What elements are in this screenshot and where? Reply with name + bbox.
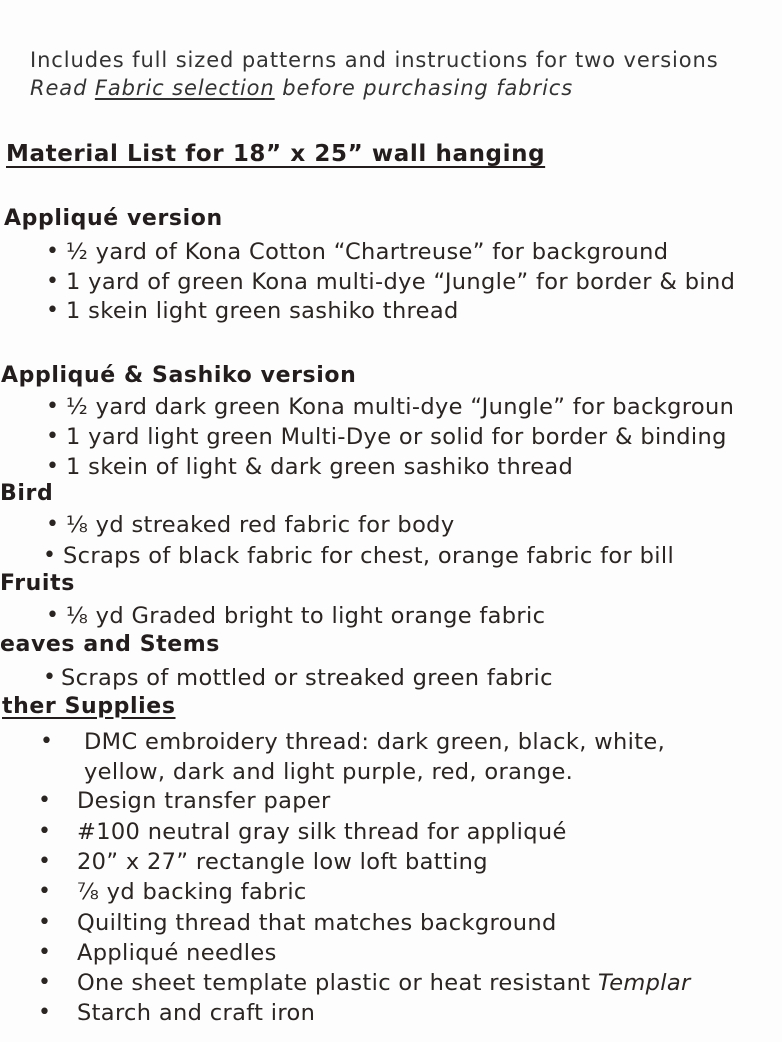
list-item: Scraps of mottled or streaked green fabric (61, 665, 553, 691)
list-item (77, 972, 691, 995)
section-heading-leaves: eaves and Stems (0, 632, 220, 657)
section-heading-other-supplies: ther Supplies (2, 694, 176, 719)
list-item: Design transfer paper (77, 788, 331, 814)
bullet-icon: • (38, 849, 51, 874)
section-heading-applique: Appliqué version (4, 206, 223, 231)
bullet-icon: • (38, 788, 51, 813)
list-item-continuation: yellow, dark and light purple, red, orange. (84, 759, 574, 785)
intro-line-1: Includes full sized patterns and instructions for two versions (30, 48, 719, 72)
fabric-selection-link[interactable]: Fabric selection (94, 76, 275, 100)
bullet-icon: • (46, 512, 59, 537)
bullet-icon: • (38, 970, 51, 995)
list-item: DMC embroidery thread: dark green, black, white, (84, 729, 666, 755)
bullet-icon: • (43, 665, 56, 690)
page-title: Material List for 18” x 25” wall hanging (6, 141, 546, 167)
list-item: ⅛ yd Graded bright to light orange fabric (66, 603, 546, 629)
list-item: ½ yard of Kona Cotton “Chartreuse” for background (66, 239, 669, 265)
list-item: 1 yard light green Multi-Dye or solid for border & binding (66, 424, 727, 450)
section-heading-bird: Bird (0, 481, 54, 506)
intro-line-2-prefix: Read (30, 76, 95, 100)
bullet-icon: • (43, 543, 56, 568)
intro-line-2 (30, 78, 573, 99)
list-item: 20” x 27” rectangle low loft batting (77, 849, 488, 875)
bullet-icon: • (38, 879, 51, 904)
bullet-icon: • (46, 424, 59, 449)
list-item: ½ yard dark green Kona multi-dye “Jungle” for backgroun (66, 394, 735, 420)
list-item: 1 yard of green Kona multi-dye “Jungle” for border & bind (66, 269, 736, 295)
list-item: Starch and craft iron (77, 1000, 316, 1026)
bullet-icon: • (46, 603, 59, 628)
bullet-icon: • (38, 1000, 51, 1025)
bullet-icon: • (46, 269, 59, 294)
list-item: 1 skein light green sashiko thread (66, 298, 459, 324)
list-item: ⅛ yd streaked red fabric for body (66, 512, 455, 538)
list-item: Appliqué needles (77, 940, 277, 966)
bullet-icon: • (40, 729, 53, 754)
list-item: #100 neutral gray silk thread for appliqué (77, 819, 567, 845)
bullet-icon: • (46, 394, 59, 419)
section-heading-applique-sashiko: Appliqué & Sashiko version (1, 363, 357, 388)
list-item-text: One sheet template plastic or heat resistant (77, 970, 598, 996)
intro-line-2-suffix: before purchasing fabrics (274, 76, 574, 100)
bullet-icon: • (46, 298, 59, 323)
list-item: ⅞ yd backing fabric (77, 879, 307, 905)
templar-brand: Templar (597, 970, 691, 996)
list-item: 1 skein of light & dark green sashiko thread (66, 454, 574, 480)
bullet-icon: • (46, 454, 59, 479)
list-item: Quilting thread that matches background (77, 910, 557, 936)
bullet-icon: • (46, 239, 59, 264)
bullet-icon: • (38, 819, 51, 844)
section-heading-fruits: Fruits (0, 571, 75, 596)
list-item: Scraps of black fabric for chest, orange fabric for bill (63, 543, 675, 569)
bullet-icon: • (38, 910, 51, 935)
bullet-icon: • (38, 940, 51, 965)
